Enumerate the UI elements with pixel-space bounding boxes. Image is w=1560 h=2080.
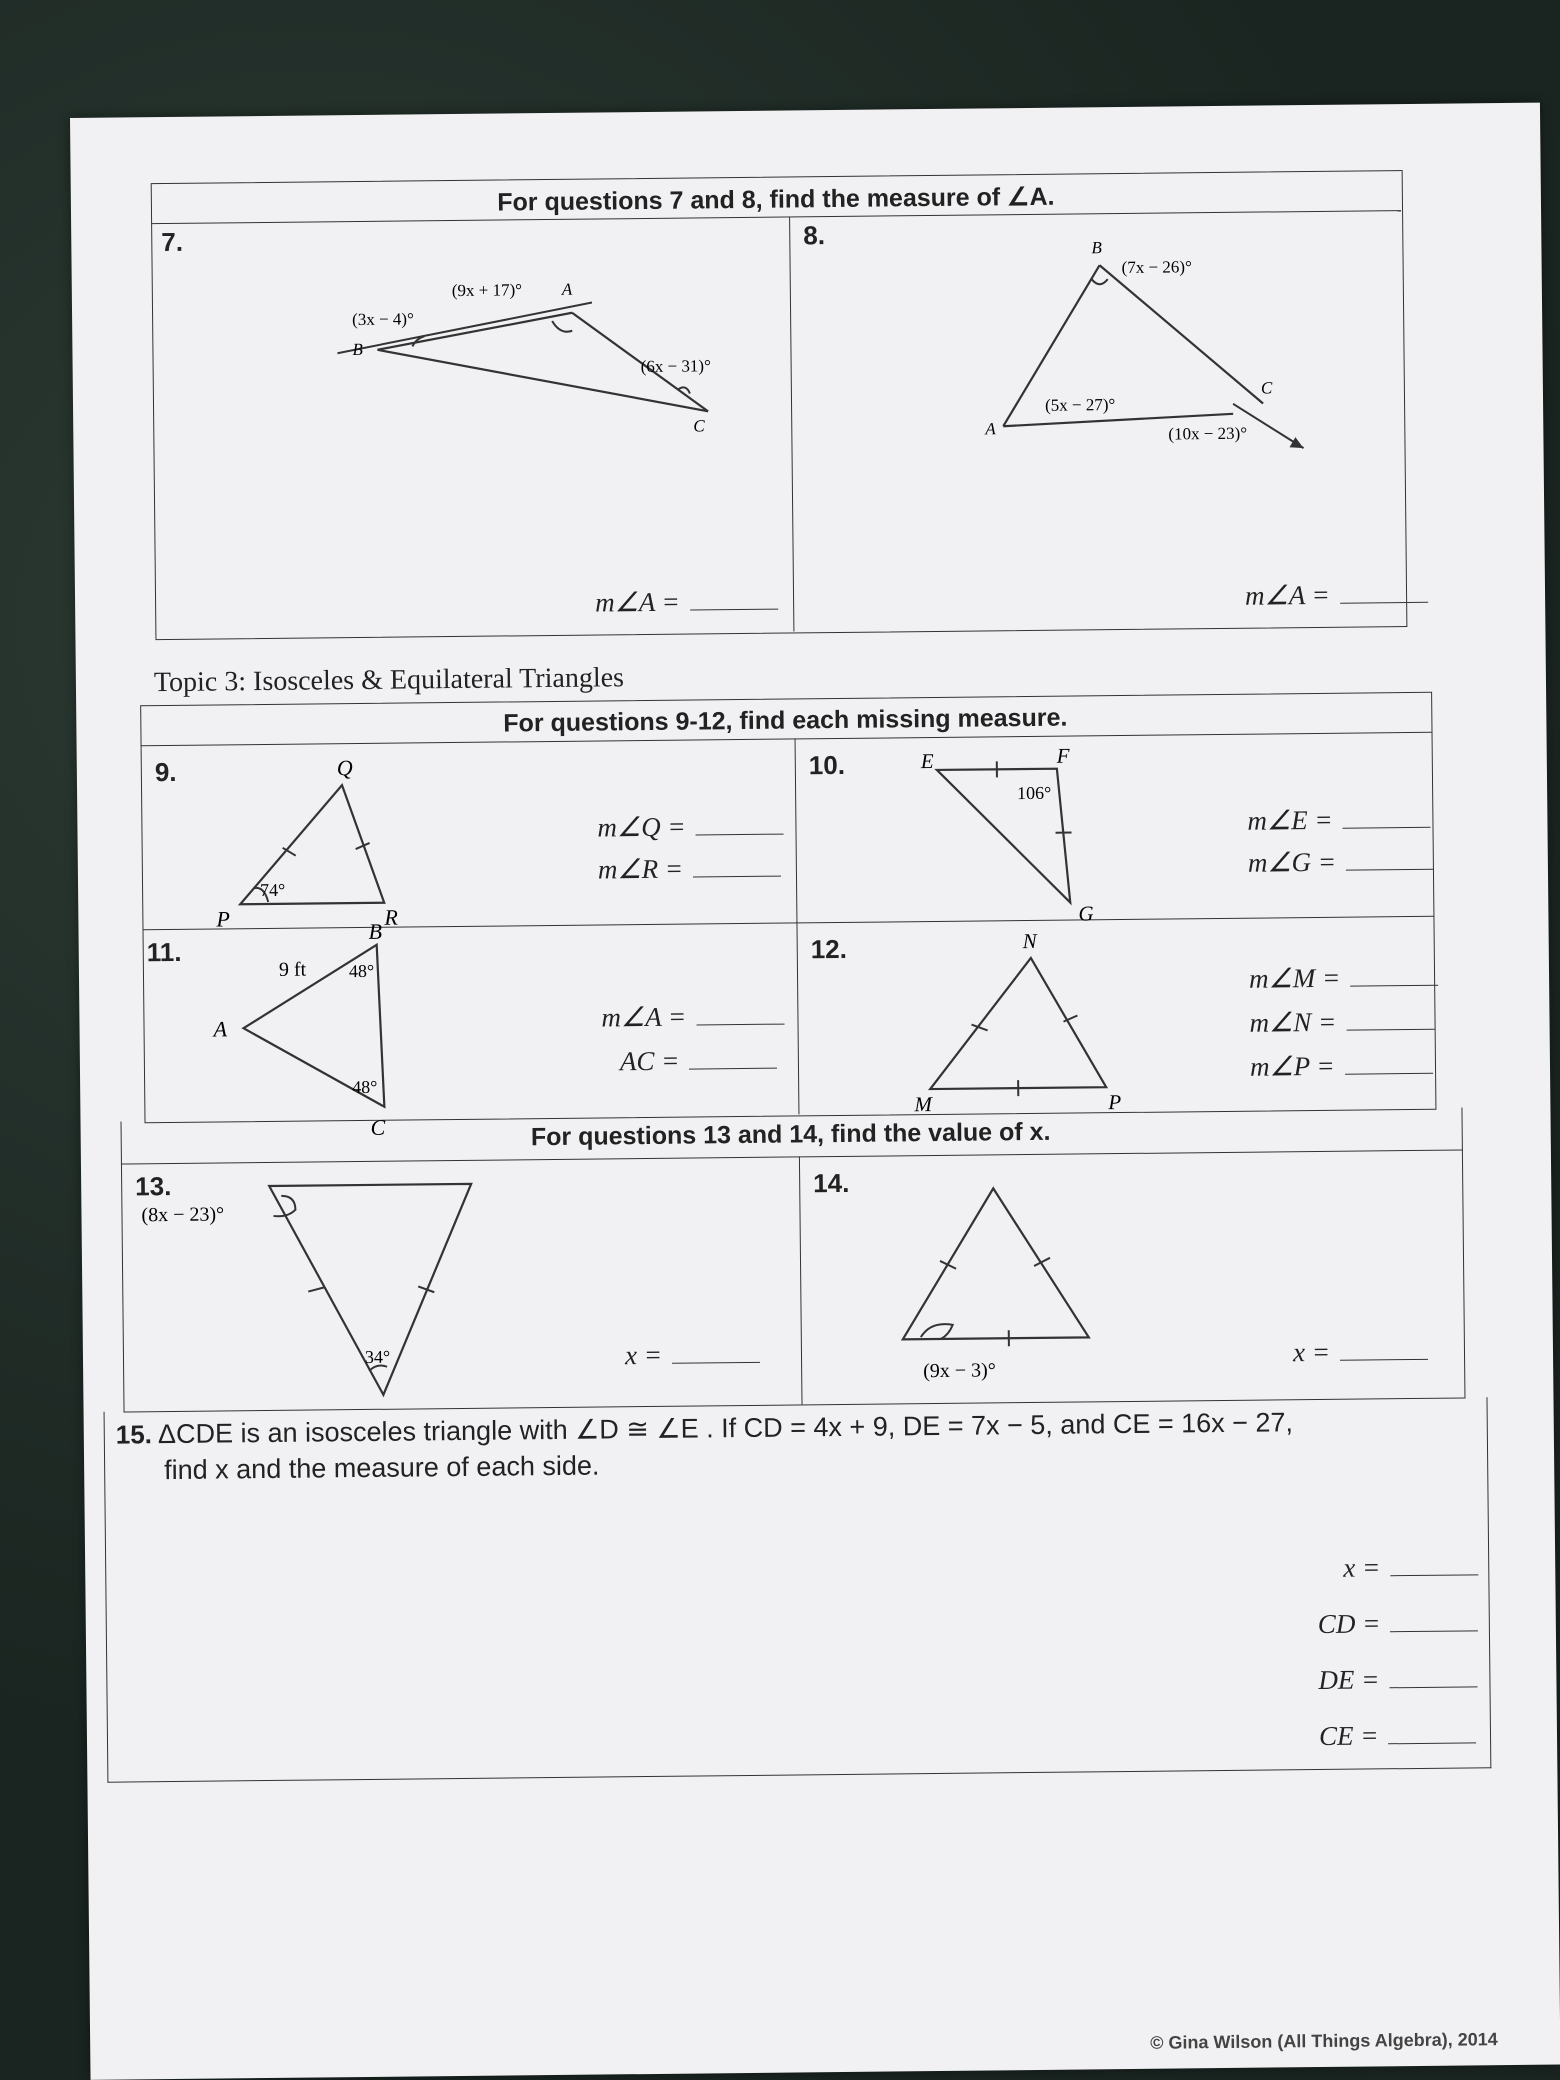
q12-answer-p-label: m∠P = <box>1249 1050 1335 1082</box>
q7-angle-b-label: (3x − 4)° <box>352 309 414 330</box>
question-8-number: 8. <box>803 220 826 251</box>
question-9-answer-q <box>597 811 783 844</box>
question-9-answer-r <box>598 853 781 886</box>
question-15-line-2: find x and the measure of each side. <box>164 1450 600 1486</box>
question-10-answer-e <box>1247 804 1430 837</box>
question-13-answer <box>625 1339 760 1371</box>
q15-answer-ce-label: CE = <box>1318 1720 1379 1752</box>
q15-answer-de-label: DE = <box>1318 1664 1380 1696</box>
q10-vertex-e: E <box>920 748 934 774</box>
q12-triangle-shape <box>929 957 1106 1089</box>
q8-angle-a-label: (5x − 27)° <box>1044 395 1116 415</box>
q12-answer-m-blank[interactable] <box>1350 965 1438 987</box>
q10-vertex-f: F <box>1056 743 1070 768</box>
question-15-line-2-wrap <box>164 1451 600 1487</box>
q8-answer-blank[interactable] <box>1340 582 1428 604</box>
question-11-triangle <box>199 918 421 1140</box>
topic-title: Topic 3: Isosceles & Equilateral Triangles <box>153 662 625 699</box>
q10-answer-g-label: m∠G = <box>1247 846 1337 878</box>
q11-angle-c-label: 48° <box>352 1076 378 1098</box>
q11-answer-a-blank[interactable] <box>696 1004 784 1026</box>
q8-vertex-c: C <box>1260 378 1273 398</box>
q11-answer-ac-blank[interactable] <box>689 1048 777 1070</box>
question-15-answer-ce <box>1319 1719 1477 1752</box>
q12-answer-n-label: m∠N = <box>1249 1006 1337 1038</box>
question-15-answer-cd <box>1318 1607 1479 1640</box>
q8-angle-b-label: (7x − 26)° <box>1121 257 1192 277</box>
q9-answer-q-blank[interactable] <box>695 814 783 836</box>
question-15-line-1: ΔCDE is an isosceles triangle with ∠D ≅ ∠E . If CD = 4x + 9, DE = 7x − 5, and CE = 16x − 27, <box>157 1407 1294 1450</box>
question-14-triangle <box>881 1177 1123 1390</box>
question-12-answer-m <box>1249 962 1438 995</box>
q11-vertex-a: A <box>213 1016 228 1042</box>
q7-answer-blank[interactable] <box>690 589 778 611</box>
question-7-triangle <box>251 221 723 446</box>
question-12-answer-n <box>1249 1006 1434 1039</box>
q14-answer-blank[interactable] <box>1340 1339 1428 1361</box>
q12-vertex-p: P <box>1108 1090 1122 1115</box>
q10-answer-g-blank[interactable] <box>1346 849 1434 871</box>
q12-answer-m-label: m∠M = <box>1248 962 1341 994</box>
question-14-answer <box>1293 1336 1428 1368</box>
question-9-number: 9. <box>154 756 177 788</box>
q8-vertex-a: A <box>985 419 996 439</box>
question-13-triangle <box>141 1174 463 1407</box>
copyright-notice: © Gina Wilson (All Things Algebra), 2014 <box>1150 2029 1498 2053</box>
q14-triangle-shape <box>901 1187 1089 1339</box>
section-2-header: For questions 9-12, find each missing measure. <box>503 703 1068 738</box>
question-12-triangle <box>899 928 1141 1120</box>
question-15-answer-x <box>1343 1551 1478 1583</box>
q13-bottom-angle-label: 34° <box>364 1346 391 1367</box>
q15-answer-cd-label: CD = <box>1317 1608 1381 1640</box>
q8-answer-label: m∠A = <box>1244 579 1330 611</box>
q11-vertex-b: B <box>368 918 383 944</box>
question-14-number: 14. <box>813 1167 850 1199</box>
question-8-answer <box>1245 579 1428 612</box>
q13-top-angle-label: (8x − 23)° <box>141 1203 225 1227</box>
question-10-number: 10. <box>808 749 846 781</box>
q15-answer-ce-blank[interactable] <box>1388 1722 1476 1744</box>
question-9-triangle <box>197 755 399 932</box>
q10-answer-e-label: m∠E = <box>1247 804 1333 836</box>
question-11-answer-ac <box>620 1045 778 1078</box>
section-1-header: For questions 7 and 8, find the measure of ∠A. <box>497 182 1055 217</box>
question-8-triangle <box>931 213 1333 447</box>
q7-vertex-c: C <box>693 416 705 436</box>
q12-answer-n-blank[interactable] <box>1346 1009 1434 1031</box>
q8-vertex-b: B <box>1091 238 1102 258</box>
q10-answer-e-blank[interactable] <box>1342 807 1430 829</box>
q8-angle-c-label: (10x − 23)° <box>1168 423 1248 444</box>
q9-angle-p-label: 74° <box>259 879 286 901</box>
q9-vertex-q: Q <box>336 755 353 781</box>
q12-vertex-n: N <box>1022 928 1037 954</box>
q11-answer-a-label: m∠A = <box>601 1001 687 1033</box>
question-11-number: 11. <box>146 936 182 968</box>
q10-vertex-g: G <box>1078 901 1094 926</box>
q7-answer-label: m∠A = <box>594 586 680 618</box>
q7-vertex-a: A <box>561 279 573 299</box>
question-7-number: 7. <box>161 226 184 258</box>
q11-angle-b-label: 48° <box>348 960 375 982</box>
q11-side-label: 9 ft <box>278 958 307 981</box>
question-10-answer-g <box>1248 846 1434 879</box>
q15-answer-de-blank[interactable] <box>1389 1666 1477 1688</box>
q11-vertex-c: C <box>370 1114 386 1140</box>
q12-answer-p-blank[interactable] <box>1345 1053 1433 1075</box>
q7-angle-a-label: (9x + 17)° <box>451 280 523 301</box>
q9-answer-r-label: m∠R = <box>597 853 684 885</box>
question-12-number: 12. <box>810 933 848 965</box>
section-3-header-text: For questions 13 and 14, find the value of x. <box>530 1117 1051 1152</box>
q9-answer-r-blank[interactable] <box>693 856 781 878</box>
q14-angle-label: (9x − 3)° <box>923 1359 996 1383</box>
q7-vertex-b: B <box>352 339 363 360</box>
q15-answer-cd-blank[interactable] <box>1390 1610 1478 1632</box>
q13-answer-blank[interactable] <box>672 1342 760 1364</box>
q11-answer-ac-label: AC = <box>619 1045 680 1077</box>
question-11-answer-a <box>601 1001 784 1034</box>
q13-answer-label: x = <box>624 1339 663 1371</box>
q9-vertex-r: R <box>384 904 398 930</box>
question-13-number: 13. <box>135 1170 172 1202</box>
question-15-number: 15. <box>115 1419 153 1450</box>
question-7-answer <box>595 586 778 619</box>
q12-vertex-m: M <box>914 1092 932 1117</box>
q15-answer-x-blank[interactable] <box>1390 1554 1478 1576</box>
q9-answer-q-label: m∠Q = <box>597 811 686 843</box>
worksheet-page <box>70 103 1560 2080</box>
question-10-triangle <box>917 743 1099 926</box>
q10-angle-f-label: 106° <box>1017 782 1052 804</box>
q8-side-bc <box>1100 264 1263 406</box>
question-12-answer-p <box>1250 1050 1433 1083</box>
question-15-answer-de <box>1318 1663 1477 1696</box>
q15-answer-x-label: x = <box>1343 1552 1381 1583</box>
q9-vertex-p: P <box>216 906 230 932</box>
q7-angle-c-label: (6x − 31)° <box>640 356 711 377</box>
q14-answer-label: x = <box>1292 1336 1331 1368</box>
